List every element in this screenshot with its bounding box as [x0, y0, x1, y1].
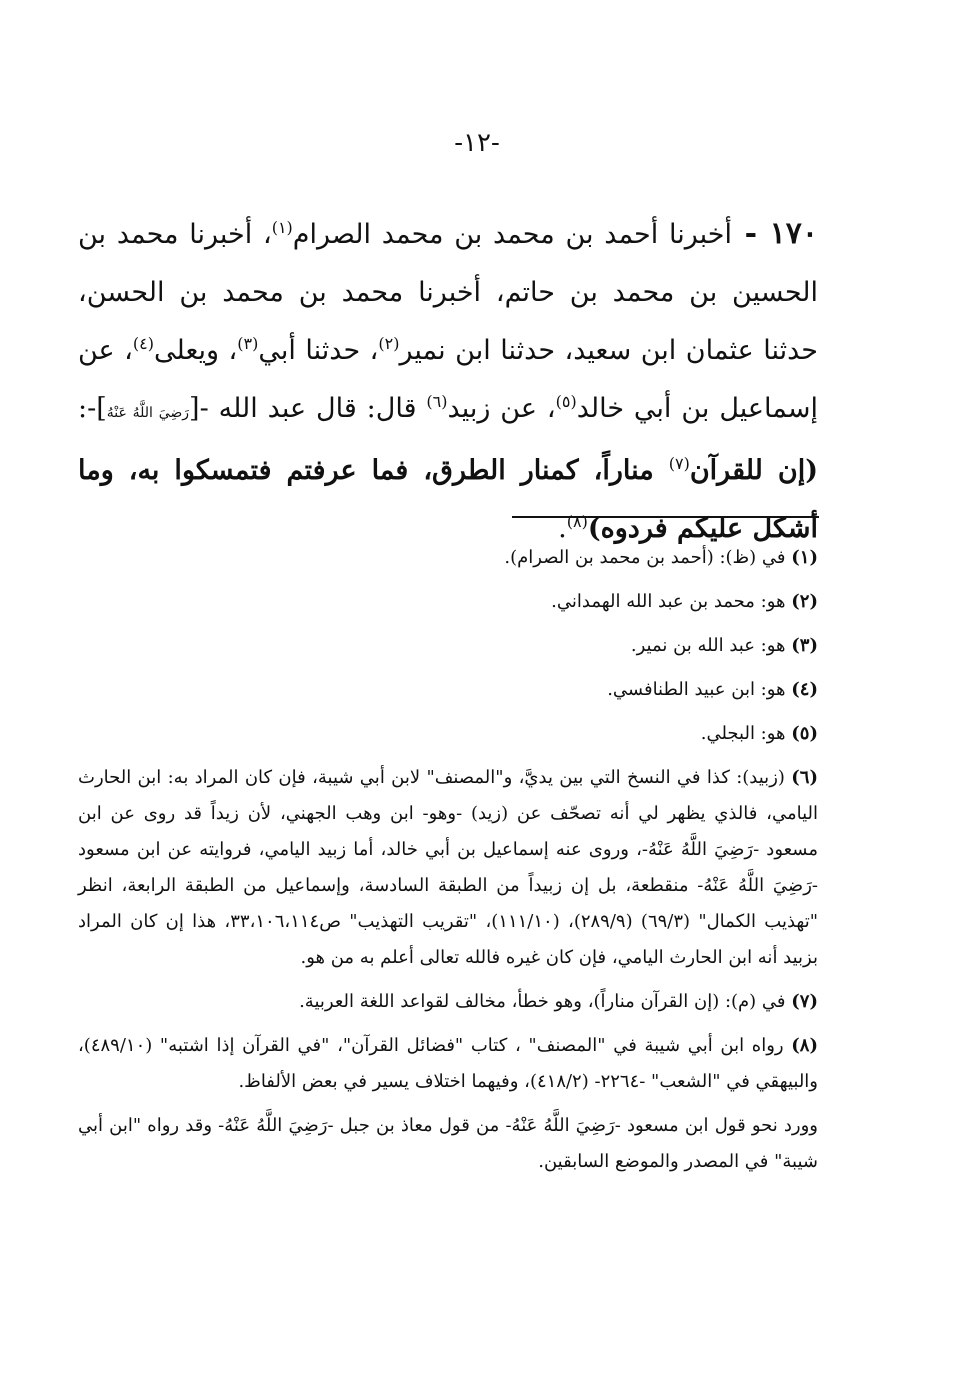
footnote-number: (٤) — [791, 679, 818, 700]
footnote-number: (٥) — [791, 723, 818, 744]
footnote-ref[interactable]: (٤) — [132, 334, 154, 353]
footnote-item — [78, 984, 818, 1020]
isnad-part: ، عن إسماعيل بن أبي خالد — [78, 335, 818, 424]
footnote-text: هو: البجلي. — [700, 723, 786, 744]
footnote-item — [78, 672, 818, 708]
footnote-ref[interactable]: (٨) — [566, 512, 588, 531]
footnote-number: (٧) — [791, 991, 818, 1012]
footnote-text: هو: محمد بن عبد الله الهمداني. — [551, 591, 786, 612]
honorific: رَضِيَ اللَّهُ عَنْهُ — [106, 405, 190, 421]
footnote-ref[interactable]: (٢) — [378, 334, 400, 353]
footnote-item — [78, 540, 818, 576]
hadith-dash: - — [731, 216, 770, 251]
footnote-text: رواه ابن أبي شيبة في "المصنف" ، كتاب "فضائل القرآن"، "في القرآن إذا اشتبه" (٤٨٩/١٠)، والبيهقي في "الشعب" -٢٢٦٤- (٤١٨/٢)، وفيهما اختلاف يسير في بعض الألفاظ. — [78, 1035, 818, 1092]
footnote-number: (٣) — [791, 635, 818, 656]
hadith-paragraph — [78, 205, 818, 558]
footnote-item — [78, 1108, 818, 1180]
isnad-part: ، عن زبيد — [447, 393, 556, 424]
matn-text: مناراً، كمنار الطرق، فما عرفتم فتمسكوا به، وما أشكل عليكم فردوه) — [78, 455, 818, 544]
isnad-part: أخبرنا أحمد بن محمد بن محمد الصرام — [292, 219, 732, 250]
footnotes — [78, 540, 818, 1188]
footnote-text: هو: ابن عبيد الطنافسي. — [607, 679, 786, 700]
footnote-number: (٨) — [791, 1035, 818, 1056]
footnote-ref[interactable]: (٣) — [237, 334, 259, 353]
isnad-part: ، ويعلى — [154, 335, 238, 366]
footnote-item — [78, 628, 818, 664]
footnote-number: (٦) — [791, 767, 818, 788]
isnad-part: ]-: — [78, 393, 107, 424]
footnote-text: في (ظ): (أحمد بن محمد بن الصرام). — [504, 547, 786, 568]
footnote-ref[interactable]: (٧) — [668, 454, 690, 473]
isnad-part: ، أخبرنا محمد بن الحسين بن محمد بن حاتم، أخبرنا محمد بن محمد بن الحسن، حدثنا عثمان ابن سعيد، حدثنا ابن نمير — [78, 219, 819, 366]
hadith-number: ١٧٠ — [769, 216, 819, 251]
footnote-text: في (م): (إن القرآن مناراً)، وهو خطأ، مخالف لقواعد اللغة العربية. — [299, 991, 786, 1012]
footnote-number: (٢) — [791, 591, 818, 612]
footnote-text: (زبيد): كذا في النسخ التي بين يديَّ، و"المصنف" لابن أبي شيبة، فإن كان المراد به: ابن الحارث اليامي، فالذي يظهر لي أنه تصحّف عن (زيد) -وهو- ابن وهب الجهني، لأن زيداً قد روى عن ابن مسعود -رَضِيَ اللَّهُ عَنْهُ-، وروى عنه إسماعيل بن أبي خالد، أما زبيد اليامي، فروايته عن ابن مسعود -رَضِيَ اللَّهُ عَنْهُ- منقطعة، بل إن زبيداً من الطبقة السادسة، وإسماعيل من الطبقة الرابعة، انظر "تهذيب الكمال" (٦٩/٣) (٢٨٩/٩)، (١١١/١٠)، "تقريب التهذيب" ص٣٣،١٠٦،١١٤، هذا إن كان المراد بزبيد أنه ابن الحارث اليامي، فإن كان غيره فالله تعالى أعلم به من هو. — [78, 767, 818, 968]
isnad-part: ، حدثنا أبي — [258, 335, 379, 366]
footnote-number: (١) — [791, 547, 818, 568]
footnote-text: هو: عبد الله بن نمير. — [630, 635, 786, 656]
footnote-ref[interactable]: (٥) — [555, 392, 577, 411]
footnote-item — [78, 716, 818, 752]
footnote-divider — [512, 516, 819, 518]
isnad-part: قال: قال عبد الله -[ — [189, 393, 427, 424]
footnote-ref[interactable]: (٦) — [426, 392, 448, 411]
footnote-item — [78, 760, 818, 976]
page-number: -١٢- — [454, 128, 500, 158]
footnote-text: وورد نحو قول ابن مسعود -رَضِيَ اللَّهُ عَنْهُ- من قول معاذ بن جبل -رَضِيَ اللَّهُ عَنْهُ- وقد رواه "ابن أبي شيبة" في المصدر والموضع السابقين. — [78, 1115, 818, 1172]
footnote-ref[interactable]: (١) — [271, 218, 293, 237]
matn-text: (إن للقرآن — [689, 455, 819, 486]
end-period: . — [558, 513, 567, 544]
footnote-item — [78, 584, 818, 620]
footnote-item — [78, 1028, 818, 1100]
